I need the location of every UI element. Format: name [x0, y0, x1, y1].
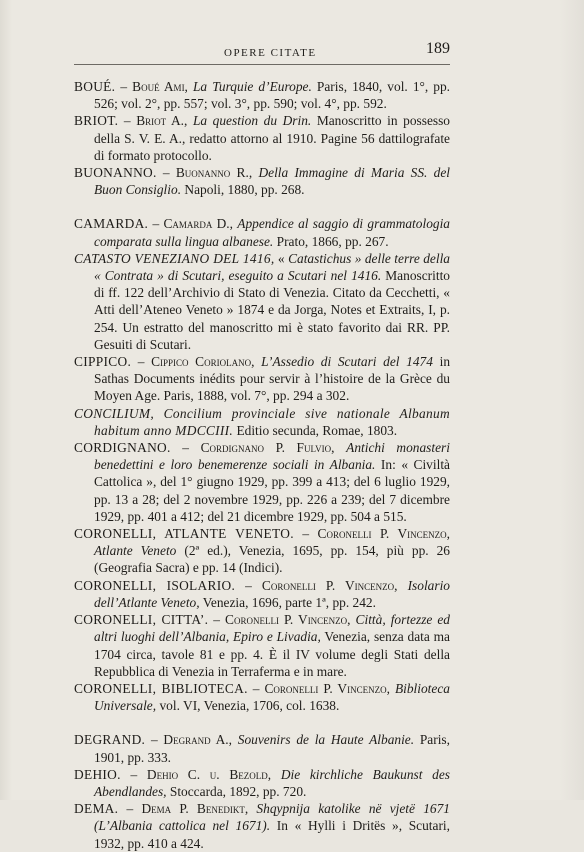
bibliography-entry-degrand: DEGRAND. – Degrand A., Souvenirs de la Haute Albanie. Paris, 1901, pp. 333.: [74, 732, 450, 765]
bibliography-entry-catasto: CATASTO VENEZIANO DEL 1416, « Catastichus » delle terre della « Contrata » di Scutari, eseguito a Scutari nel 1416. Manoscritto di ff. 122 dell’Archivio di Stato di Venezia. Citato da Cecchetti, « Atti dell’Ateneo Veneto » 1874 e da Jorga, Notes et Extraits, I, p. 254. Un estratto del manoscritto mi è stato favorito dai RR. PP. Gesuiti di Scutari.: [74, 250, 451, 352]
bibliography-entry-coronelli-atlante: CORONELLI, ATLANTE VENETO. – Coronelli P. Vincenzo, Atlante Veneto (2ª ed.), Venezia, 1695, pp. 154, più pp. 26 (Geografia Sacra) e pp. 14 (Indici).: [74, 526, 451, 576]
bibliography-entry-camarda: CAMARDA. – Camarda D., Appendice al saggio di grammatologia comparata sulla lingua albanese. Prato, 1866, pp. 267.: [74, 216, 451, 249]
bibliography-entry-coronelli-citta: CORONELLI, CITTA’. – Coronelli P. Vincenzo, Città, fortezze ed altri luoghi dell’Albania, Epiro e Livadia, Venezia, senza data ma 1704 circa, tavole 81 e pp. 4. È il IV volume degli Stati della Repubblica di Venezia in Terraferma e in mare.: [74, 612, 450, 679]
bibliography-entry-cippico: CIPPICO. – Cippico Coriolano, L’Assedio di Scutari del 1474 in Sathas Documents inédits pour servir à l’histoire de la Grèce du Moyen Age. Paris, 1888, vol. 7°, pp. 294 a 302.: [74, 354, 451, 404]
bibliography-entry-dema: DEMA. – Dema P. Benedikt, Shqypnija katolike në vjetë 1671 (L’Albania cattolica nel 1671). In « Hylli i Dritës », Scutari, 1932, pp. 410 a 424.: [74, 801, 450, 851]
bibliography-entry-coronelli-biblioteca: CORONELLI, BIBLIOTECA. – Coronelli P. Vincenzo, Biblioteca Universale, vol. VI, Venezia, 1706, col. 1638.: [74, 680, 450, 714]
bibliography-entry-buonanno: BUONANNO. – Buonanno R., Della Immagine di Maria SS. del Buon Consiglio. Napoli, 1880, pp. 268.: [74, 165, 451, 198]
header-rule: [74, 64, 450, 65]
running-title: OPERE CITATE: [224, 47, 317, 59]
bibliography-entry-briot: BRIOT. – Briot A., La question du Drin. Manoscritto in possesso della S. V. E. A., redatto attorno al 1910. Pagine 56 dattilografate di formato protocollo.: [74, 113, 451, 163]
bibliography-entry-concilium: CONCILIUM, Concilium provinciale sive nationale Albanum habitum anno MDCCIII. Editio secunda, Romae, 1803.: [74, 405, 450, 438]
section-gap: [74, 198, 450, 215]
bibliography-entry-cordignano: CORDIGNANO. – Cordignano P. Fulvio, Antichi monasteri benedettini e loro benemerenze sociali in Albania. In: « Civiltà Cattolica », del 1° giugno 1929, pp. 399 a 413; del 6 luglio 1929, pp. 13 a 28; del 2 novembre 1929, pp. 226 a 239; del 7 dicembre 1929, pp. 401 a 412; del 21 dicembre 1929, pp. 504 a 515.: [74, 440, 450, 524]
page-number: 189: [426, 40, 450, 57]
bibliography-list: [74, 78, 450, 852]
bibliography-entry-boue: BOUÉ. – Boué Ami, La Turquie d’Europe. Paris, 1840, vol. 1°, pp. 526; vol. 2°, pp. 557; vol. 3°, pp. 590; vol. 4°, pp. 592.: [74, 79, 451, 112]
bibliography-entry-coronelli-isolario: CORONELLI, ISOLARIO. – Coronelli P. Vincenzo, Isolario dell’Atlante Veneto, Venezia, 1696, parte 1ª, pp. 242.: [74, 577, 450, 610]
section-gap: [74, 714, 450, 731]
bibliography-entry-dehio: DEHIO. – Dehio C. u. Bezold, Die kirchliche Baukunst des Abendlandes, Stoccarda, 1892, pp. 720.: [74, 766, 451, 799]
